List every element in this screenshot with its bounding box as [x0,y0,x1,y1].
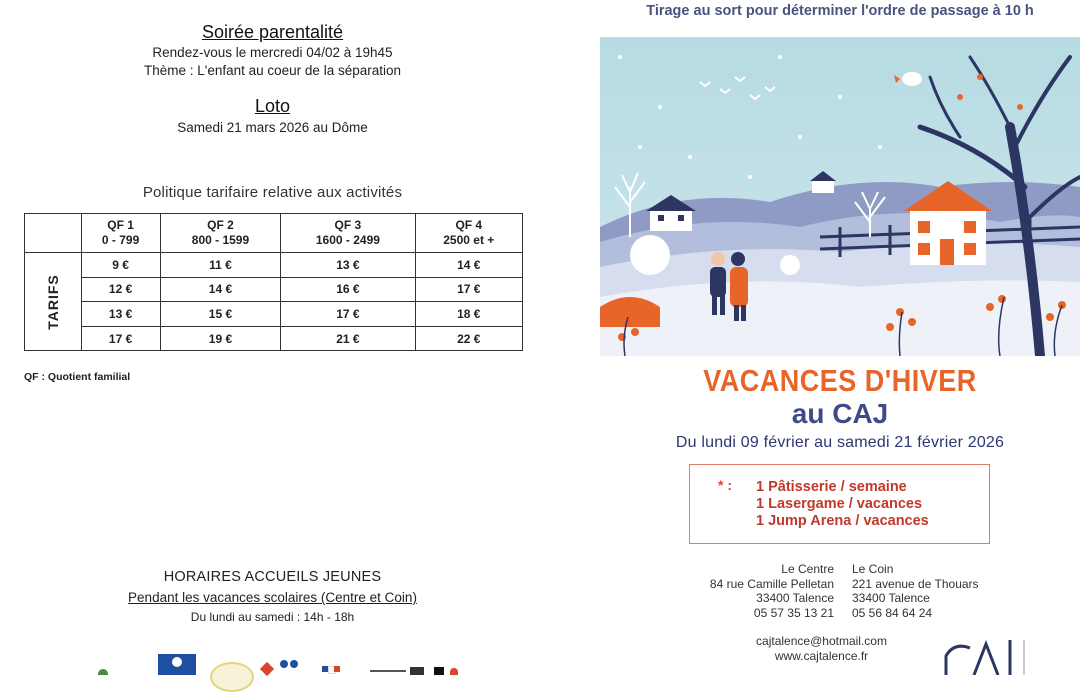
tarif-header-qf2: QF 2 800 - 1599 [160,214,281,253]
caj-logo-icon [940,636,1040,675]
red-logo-icon [450,668,458,675]
tarifs-side-label: TARIFS [25,253,82,351]
loto-title: Loto [254,96,291,116]
table-cell: 14 € [415,253,522,278]
asterisk-icon: * : [718,477,732,493]
coin-city: 33400 Talence [852,591,930,605]
table-cell: 22 € [415,326,522,351]
table-row [25,326,523,351]
table-cell: 18 € [415,302,522,327]
table-cell: 15 € [160,302,281,327]
tarif-header-row [25,214,523,253]
activities-box [689,464,990,544]
tarif-table [24,213,523,351]
table-cell: 11 € [160,253,281,278]
centre-address [690,562,834,620]
table-cell: 17 € [281,302,415,327]
centre-name: Le Centre [781,562,834,576]
table-cell: 19 € [160,326,281,351]
table-row [25,277,523,302]
activity-item: 1 Jump Arena / vacances [756,513,929,529]
horaires-days: Du lundi au samedi : 14h - 18h [190,610,355,624]
coin-street: 221 avenue de Thouars [852,576,979,591]
table-cell: 21 € [281,326,415,351]
centre-city: 33400 Talence [756,591,834,605]
tarif-header-qf4: QF 4 2500 et + [415,214,522,253]
black-logo-icon [434,667,444,675]
centre-street: 84 rue Camille Pelletan [709,576,834,591]
activity-item: 1 Pâtisserie / semaine [756,479,907,495]
contact-website[interactable]: www.cajtalence.fr [774,649,869,663]
table-row [25,253,523,278]
partner-logos [98,650,498,675]
table-row [25,302,523,327]
table-cell: 13 € [281,253,415,278]
table-cell: 9 € [81,253,160,278]
soiree-theme-line: Thème : L'enfant au coeur de la séparation [144,63,401,78]
soiree-date-line: Rendez-vous le mercredi 04/02 à 19h45 [152,45,393,60]
soiree-title: Soirée parentalité [201,22,344,42]
vacances-dates: Du lundi 09 février au samedi 21 février 2026 [675,434,1005,451]
horaires-title: HORAIRES ACCUEILS JEUNES [163,569,382,585]
republique-logo-icon [322,666,340,675]
tirage-notice: Tirage au sort pour déterminer l'ordre de passage à 10 h [646,3,1034,19]
table-cell: 17 € [415,277,522,302]
table-cell: 12 € [81,277,160,302]
leaf-logo-icon [98,669,108,675]
coin-phone: 05 56 84 64 24 [852,605,933,620]
centre-phone: 05 57 35 13 21 [753,605,834,620]
round-logo-icon [210,662,254,692]
tarif-corner-cell [25,214,82,253]
qf-footnote: QF : Quotient familial [24,371,131,383]
ministry-logo-icon [370,670,406,672]
coin-address [852,562,1012,620]
tarif-header-qf1: QF 1 0 - 799 [81,214,160,253]
contact-email[interactable]: cajtalence@hotmail.com [756,634,887,648]
winter-illustration [600,37,1080,356]
table-cell: 17 € [81,326,160,351]
tarif-header-qf3: QF 3 1600 - 2499 [281,214,415,253]
tarif-policy-title: Politique tarifaire relative aux activités [142,184,403,201]
caf-logo-icon [158,654,196,675]
coin-name: Le Coin [852,562,894,576]
table-cell: 16 € [281,277,415,302]
dark-logo-icon [410,667,424,675]
loto-date: Samedi 21 mars 2026 au Dôme [177,120,368,135]
horaires-subtitle: Pendant les vacances scolaires (Centre et Coin) [128,590,417,605]
vacances-title: VACANCES D'HIVER [703,364,977,398]
table-cell: 13 € [81,302,160,327]
vacances-subtitle: au CAJ [791,398,889,429]
table-cell: 14 € [160,277,281,302]
people-logo-icon [262,660,302,675]
activity-item: 1 Lasergame / vacances [756,496,923,512]
